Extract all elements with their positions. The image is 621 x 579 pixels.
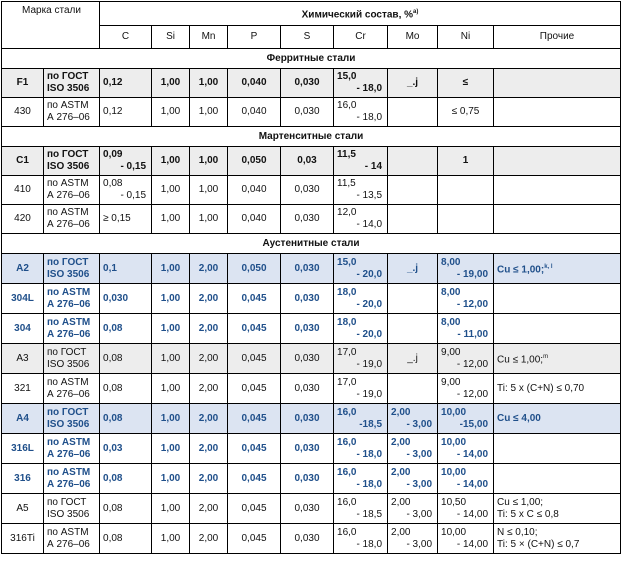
col-mo: Mo	[388, 26, 438, 49]
table-row: A5 по ГОСТ ISO 3506 0,08 1,00 2,00 0,045 0,030 16,0 - 18,5 2,00 - 3,00 10,50 - 14,00 Cu ≤ 1,00; Ti: 5 x C ≤ 0,8	[2, 494, 621, 524]
section-austenitic: Аустенитные стали	[2, 234, 621, 254]
col-ni: Ni	[438, 26, 494, 49]
table-row: A3 по ГОСТ ISO 3506 0,08 1,00 2,00 0,045 0,030 17,0 - 19,0 _.j 9,00 - 12,00 Cu ≤ 1,00;$^m$	[2, 344, 621, 374]
table-row: 420 по ASTM А 276–06 ≥ 0,15 1,00 1,00 0,040 0,030 12,0 - 14,0	[2, 205, 621, 234]
section-ferritic: Ферритные стали	[2, 49, 621, 69]
table-row: 410 по ASTM А 276–06 0,08 - 0,15 1,00 1,00 0,040 0,030 11,5 - 13,5	[2, 176, 621, 205]
col-other: Прочие	[494, 26, 621, 49]
table-row: 430 по ASTM А 276–06 0,12 1,00 1,00 0,040 0,030 16,0 - 18,0 ≤ 0,75	[2, 98, 621, 127]
table-row: 321 по ASTM А 276–06 0,08 1,00 2,00 0,045 0,030 17,0 - 19,0 9,00 - 12,00 Ti: 5 x (C+N) ≤ 0,70	[2, 374, 621, 404]
grade-header: Марка стали	[2, 2, 100, 49]
col-p: P	[228, 26, 281, 49]
chem-header: Химический состав, %$^{а)}$	[100, 2, 621, 26]
col-c: C	[100, 26, 152, 49]
header-row-top	[2, 2, 621, 26]
col-s: S	[281, 26, 334, 49]
table-row: A2 по ГОСТ ISO 3506 0,1 1,00 2,00 0,050 0,030 15,0 - 20,0 _.j 8,00 - 19,00 Cu ≤ 1,00;$^{k, l}$	[2, 254, 621, 284]
table-row: C1 по ГОСТ ISO 3506 0,09 - 0,15 1,00 1,00 0,050 0,03 11,5 - 14 1	[2, 147, 621, 176]
col-si: Si	[152, 26, 190, 49]
col-cr: Cr	[334, 26, 388, 49]
table-row: 316Ti по ASTM А 276–06 0,08 1,00 2,00 0,045 0,030 16,0 - 18,0 2,00 - 3,00 10,00 - 14,00 N ≤ 0,10; Ti: 5 × (C+N) ≤ 0,7	[2, 524, 621, 554]
table-row: 304 по ASTM А 276–06 0,08 1,00 2,00 0,045 0,030 18,0 - 20,0 8,00 - 11,00	[2, 314, 621, 344]
col-mn: Mn	[190, 26, 228, 49]
table-row: F1 по ГОСТ ISO 3506 0,12 1,00 1,00 0,040 0,030 15,0 - 18,0 _.j ≤	[2, 69, 621, 98]
table-row: 316L по ASTM А 276–06 0,03 1,00 2,00 0,045 0,030 16,0 - 18,0 2,00 - 3,00 10,00 - 14,00	[2, 434, 621, 464]
steel-composition-table	[1, 1, 621, 554]
table-row: A4 по ГОСТ ISO 3506 0,08 1,00 2,00 0,045 0,030 16,0 -18,5 2,00 - 3,00 10,00 -15,00 Cu ≤ 4,00	[2, 404, 621, 434]
table-row: 316 по ASTM А 276–06 0,08 1,00 2,00 0,045 0,030 16,0 - 18,0 2,00 - 3,00 10,00 - 14,00	[2, 464, 621, 494]
table-row: 304L по ASTM А 276–06 0,030 1,00 2,00 0,045 0,030 18,0 - 20,0 8,00 - 12,00	[2, 284, 621, 314]
section-martensitic: Мартенситные стали	[2, 127, 621, 147]
